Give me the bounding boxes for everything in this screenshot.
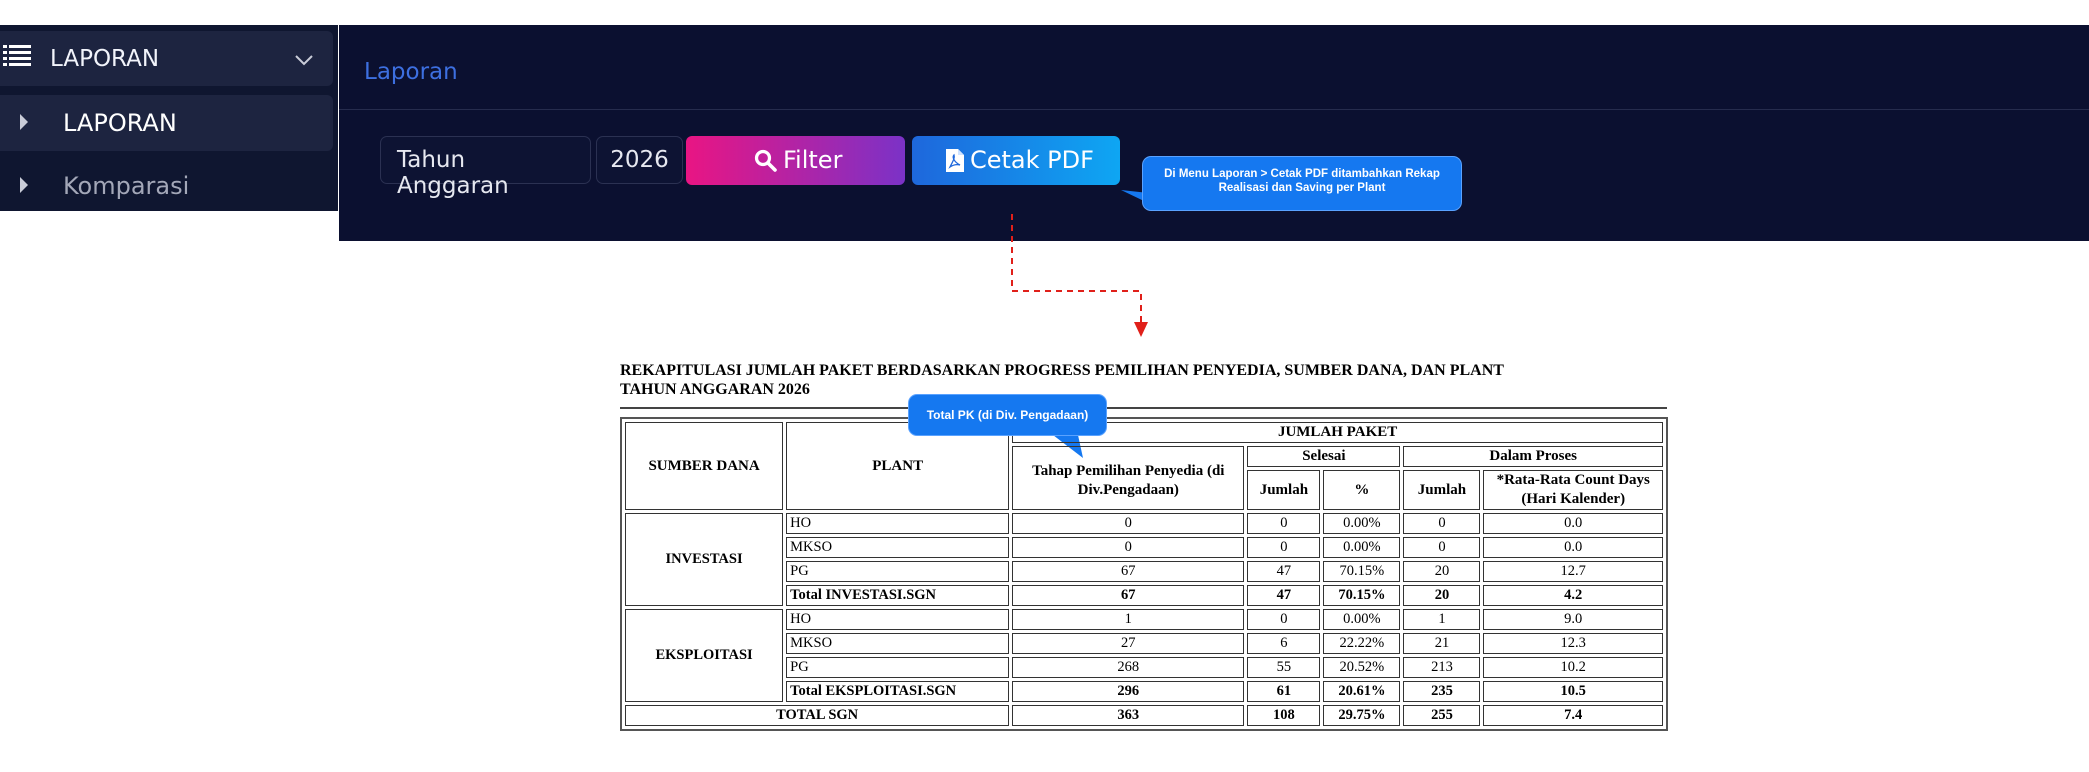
cell-proses-jumlah: 21 xyxy=(1403,633,1480,654)
pdf-note-callout: Di Menu Laporan > Cetak PDF ditambahkan Rekap Realisasi dan Saving per Plant xyxy=(1143,157,1461,210)
cell-tahap: 0 xyxy=(1012,537,1244,558)
cell-rata: 10.2 xyxy=(1483,657,1663,678)
cell-grand-total-label: TOTAL SGN xyxy=(625,705,1009,726)
cell-plant: Total INVESTASI.SGN xyxy=(786,585,1009,606)
cell-tahap: 67 xyxy=(1012,561,1244,582)
cell-selesai-jumlah: 47 xyxy=(1247,561,1320,582)
cell-selesai-pct: 20.61% xyxy=(1323,681,1400,702)
cell-rata: 0.0 xyxy=(1483,537,1663,558)
header-jumlah: Jumlah xyxy=(1247,470,1320,510)
cell-proses-jumlah: 0 xyxy=(1403,513,1480,534)
header-selesai: Selesai xyxy=(1247,446,1400,467)
cell-plant: MKSO xyxy=(786,537,1009,558)
cell-selesai-jumlah: 108 xyxy=(1247,705,1320,726)
header-sumber-dana: SUMBER DANA xyxy=(625,422,783,510)
cell-rata: 12.7 xyxy=(1483,561,1663,582)
cell-proses-jumlah: 235 xyxy=(1403,681,1480,702)
header-dalam-proses: Dalam Proses xyxy=(1403,446,1663,467)
cell-rata: 10.5 xyxy=(1483,681,1663,702)
header-plant: PLANT xyxy=(786,422,1009,510)
header-persen: % xyxy=(1323,470,1400,510)
report-title-line2: TAHUN ANGGARAN 2026 xyxy=(620,381,810,398)
cell-selesai-pct: 0.00% xyxy=(1323,537,1400,558)
cell-rata: 4.2 xyxy=(1483,585,1663,606)
cell-plant: PG xyxy=(786,561,1009,582)
sidebar-header-label: LAPORAN xyxy=(50,46,160,72)
cell-tahap: 296 xyxy=(1012,681,1244,702)
cell-plant: PG xyxy=(786,657,1009,678)
cell-proses-jumlah: 20 xyxy=(1403,561,1480,582)
cell-selesai-pct: 29.75% xyxy=(1323,705,1400,726)
cell-selesai-pct: 0.00% xyxy=(1323,609,1400,630)
header-jumlah-paket: JUMLAH PAKET xyxy=(1012,422,1663,443)
cell-rata: 12.3 xyxy=(1483,633,1663,654)
rekap-table xyxy=(620,417,1668,731)
cell-tahap: 67 xyxy=(1012,585,1244,606)
cell-proses-jumlah: 213 xyxy=(1403,657,1480,678)
table-grand-total-row xyxy=(625,705,1663,726)
cell-plant: Total EKSPLOITASI.SGN xyxy=(786,681,1009,702)
header-jumlah-proses: Jumlah xyxy=(1403,470,1480,510)
cell-selesai-jumlah: 0 xyxy=(1247,609,1320,630)
cell-selesai-pct: 70.15% xyxy=(1323,585,1400,606)
page-title: Laporan xyxy=(364,59,458,85)
cell-rata: 7.4 xyxy=(1483,705,1663,726)
cell-selesai-jumlah: 6 xyxy=(1247,633,1320,654)
cell-proses-jumlah: 1 xyxy=(1403,609,1480,630)
cell-selesai-jumlah: 0 xyxy=(1247,513,1320,534)
cell-selesai-pct: 0.00% xyxy=(1323,513,1400,534)
cell-selesai-jumlah: 55 xyxy=(1247,657,1320,678)
sidebar-item-label: LAPORAN xyxy=(63,109,177,137)
cell-selesai-pct: 20.52% xyxy=(1323,657,1400,678)
sidebar-item-label: Komparasi xyxy=(63,172,190,200)
cell-tahap: 0 xyxy=(1012,513,1244,534)
report-title-line1: REKAPITULASI JUMLAH PAKET BERDASARKAN PROGRESS PEMILIHAN PENYEDIA, SUMBER DANA, DAN PLANT xyxy=(620,362,1504,379)
cell-plant: HO xyxy=(786,513,1009,534)
cell-tahap: 27 xyxy=(1012,633,1244,654)
cell-plant: MKSO xyxy=(786,633,1009,654)
cell-selesai-jumlah: 61 xyxy=(1247,681,1320,702)
group-eksploitasi: EKSPLOITASI xyxy=(625,609,783,702)
cell-tahap: 363 xyxy=(1012,705,1244,726)
cell-tahap: 268 xyxy=(1012,657,1244,678)
table-header-row xyxy=(625,422,1663,443)
cell-selesai-pct: 70.15% xyxy=(1323,561,1400,582)
cell-selesai-jumlah: 0 xyxy=(1247,537,1320,558)
filter-button-label: Filter xyxy=(783,146,843,174)
cell-rata: 9.0 xyxy=(1483,609,1663,630)
cell-plant: HO xyxy=(786,609,1009,630)
pdf-button-label: Cetak PDF xyxy=(970,146,1094,174)
table-row xyxy=(625,513,1663,534)
cell-selesai-pct: 22.22% xyxy=(1323,633,1400,654)
header-tahap: Tahap Pemilihan Penyedia (di Div.Pengadaan) xyxy=(1012,446,1244,510)
report-rule xyxy=(620,407,1667,409)
cell-proses-jumlah: 255 xyxy=(1403,705,1480,726)
year-label-field: Tahun Anggaran xyxy=(380,136,591,184)
cell-tahap: 1 xyxy=(1012,609,1244,630)
cell-proses-jumlah: 20 xyxy=(1403,585,1480,606)
cell-selesai-jumlah: 47 xyxy=(1247,585,1320,606)
table-row xyxy=(625,609,1663,630)
year-input[interactable]: 2026 xyxy=(596,136,683,184)
cell-rata: 0.0 xyxy=(1483,513,1663,534)
group-investasi: INVESTASI xyxy=(625,513,783,606)
pk-note-callout: Total PK (di Div. Pengadaan) xyxy=(909,395,1106,435)
header-rata-rata: *Rata-Rata Count Days (Hari Kalender) xyxy=(1483,470,1663,510)
cell-proses-jumlah: 0 xyxy=(1403,537,1480,558)
